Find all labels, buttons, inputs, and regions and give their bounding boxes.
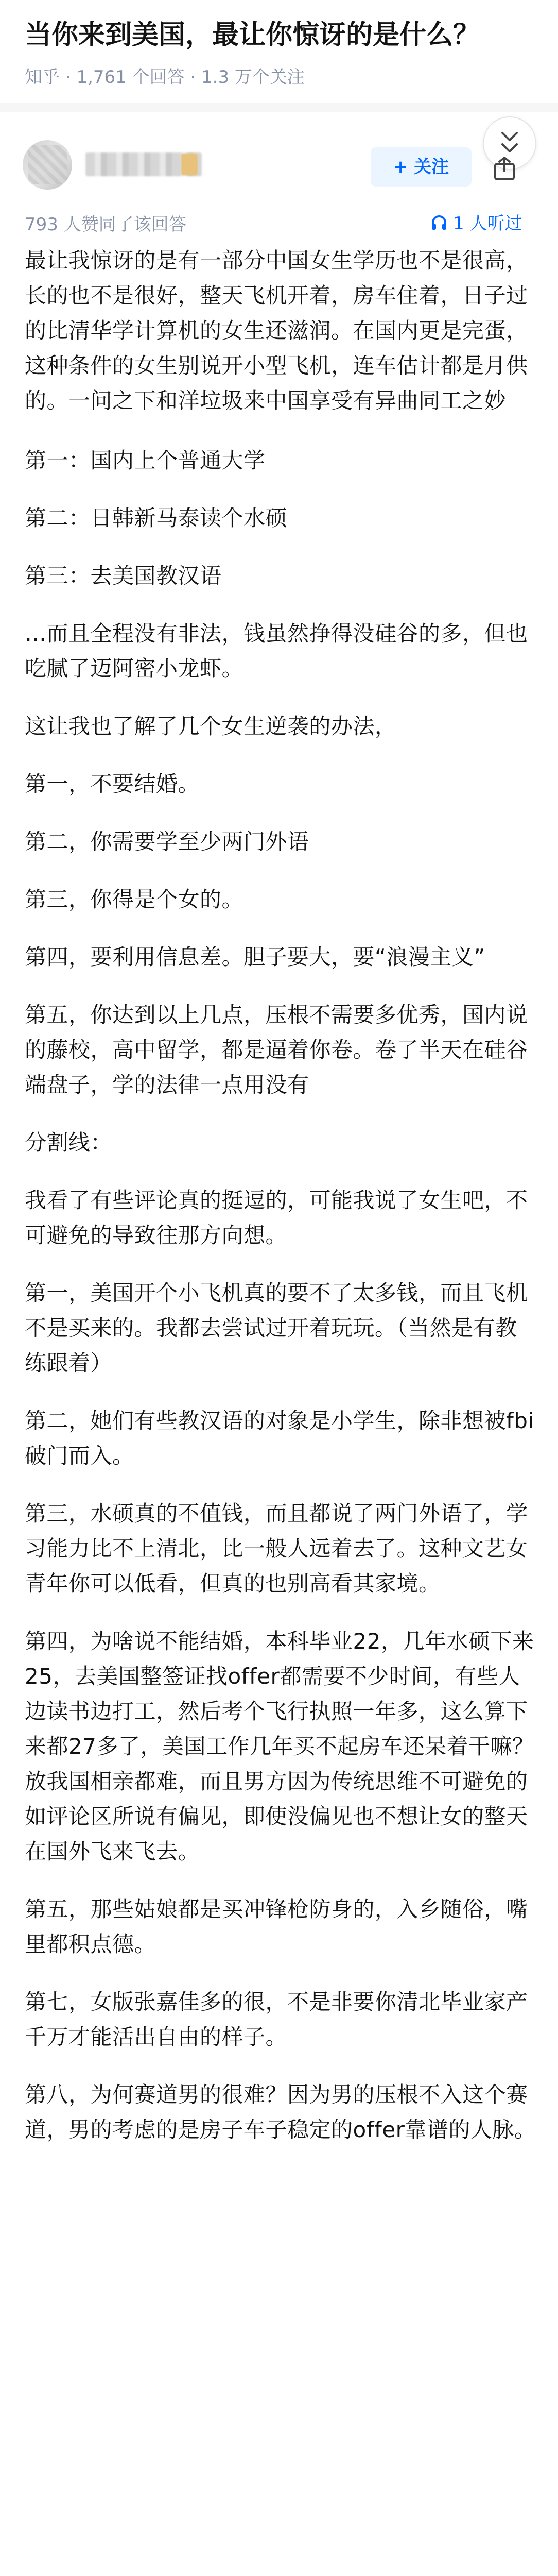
listen-count[interactable] <box>430 209 522 234</box>
section-divider <box>0 103 558 112</box>
answer-paragraph: 第五，那些姑娘都是买冲锋枪防身的，入乡随俗，嘴里都积点德。 <box>25 1896 528 1957</box>
author-badge <box>181 154 198 175</box>
answer-paragraph: 我看了有些评论真的挺逗的，可能我说了女生吧，不可避免的导致往那方向想。 <box>25 1188 528 1248</box>
answer-paragraph: 第二，她们有些教汉语的对象是小学生，除非想被fbi破门而入。 <box>25 1408 534 1468</box>
answer-paragraph: 这让我也了解了几个女生逆袭的办法， <box>25 714 397 739</box>
followers-count: 1.3 万个关注 <box>201 67 305 88</box>
answer-paragraph: 第一，美国开个小飞机真的要不了太多钱，而且飞机不是买来的。我都去尝试过开着玩玩。（当然是有教练跟着） <box>25 1280 528 1376</box>
answer-paragraph: 第四，为啥说不能结婚，本科毕业22，几年水硕下来25，去美国整签证找offer都需要不少时间，有些人边读书边打工，然后考个飞行执照一年多，这么算下来都27多了，美国工作几年买不起房车还呆着干嘛？放我国相亲都难，而且男方因为传统思维不可避免的如评论区所说有偏见，即使没偏见也不想让女的整天在国外飞来飞去。 <box>25 1629 534 1864</box>
headphones-icon <box>430 214 448 231</box>
answer-paragraph: 第三，水硕真的不值钱，而且都说了两门外语了，学习能力比不上清北，比一般人远着去了。这种文艺女青年你可以低看，但真的也别高看其家境。 <box>25 1501 528 1596</box>
source-label: 知乎 <box>25 67 60 88</box>
share-icon[interactable] <box>493 157 516 182</box>
answer-paragraph: 第七，女版张嘉佳多的很，不是非要你清北毕业家产千万才能活出自由的样子。 <box>25 1989 528 2049</box>
answer-paragraph: 第三，你得是个女的。 <box>25 887 244 912</box>
follow-button[interactable]: + 关注 <box>371 147 472 187</box>
answer-paragraph: 分割线： <box>25 1130 113 1155</box>
answer-paragraph: 第二，你需要学至少两门外语 <box>25 829 309 854</box>
answer-paragraph: 第一：国内上个普通大学 <box>25 448 266 473</box>
vote-count: 793 人赞同了该回答 <box>25 214 186 235</box>
question-meta: 知乎 · 1,761 个回答 · 1.3 万个关注 <box>25 67 305 88</box>
avatar[interactable] <box>23 140 72 190</box>
answer-paragraph: 最让我惊讶的是有一部分中国女生学历也不是很高，长的也不是很好，整天飞机开着，房车住着，日子过的比清华学计算机的女生还滋润。在国内更是完蛋，这种条件的女生别说开小型飞机，连车估计都是月供的。一问之下和洋垃圾来中国享受有异曲同工之妙 <box>25 248 528 413</box>
answer-paragraph: …而且全程没有非法，钱虽然挣得没硅谷的多，但也吃腻了迈阿密小龙虾。 <box>25 621 528 681</box>
answer-paragraph: 第二：日韩新马泰读个水硕 <box>25 505 288 531</box>
answer-paragraph: 第五，你达到以上几点，压根不需要多优秀，国内说的藤校，高中留学，都是逼着你卷。卷了半天在硅谷端盘子，学的法律一点用没有 <box>25 1002 528 1097</box>
question-title[interactable]: 当你来到美国，最让你惊讶的是什么？ <box>25 20 480 50</box>
answer-paragraph: 第八，为何赛道男的很难？因为男的压根不入这个赛道，男的考虑的是房子车子稳定的offer靠谱的人脉。 <box>25 2082 536 2142</box>
answer-paragraph: 第三：去美国教汉语 <box>25 563 222 588</box>
answers-count[interactable]: 1,761 个回答 <box>76 67 185 88</box>
chevron-down-icon <box>497 129 522 158</box>
answer-content <box>25 243 537 2170</box>
answer-paragraph: 第四，要利用信息差。胆子要大，要“浪漫主义” <box>25 944 485 970</box>
answer-paragraph: 第一，不要结婚。 <box>25 771 200 796</box>
listen-label: 1 人听过 <box>453 213 522 234</box>
